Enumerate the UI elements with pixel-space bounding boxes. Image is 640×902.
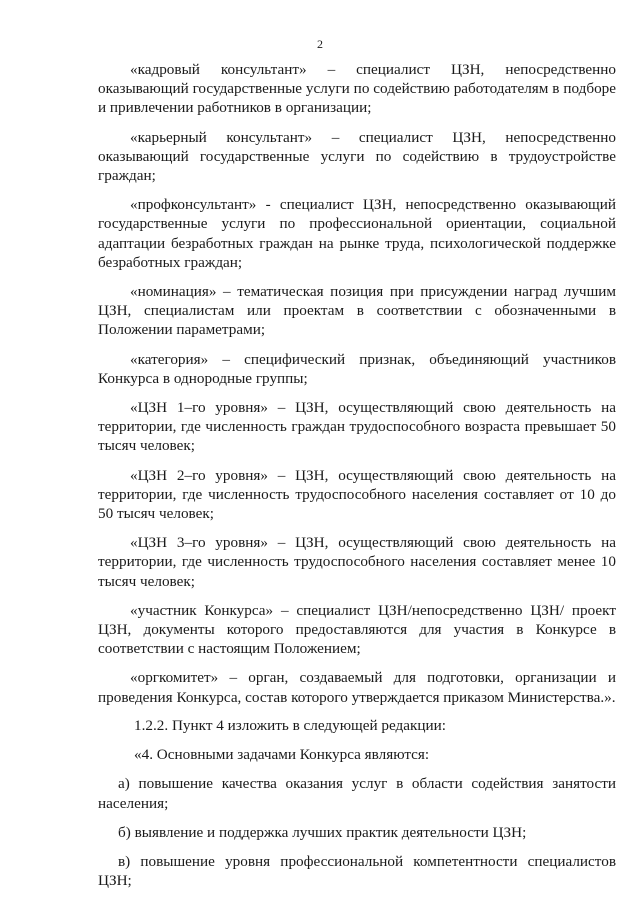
task-item: а) повышение качества оказания услуг в области содействия занятости населения; <box>98 775 616 812</box>
task-item: в) повышение уровня профессиональной компетентности специалистов ЦЗН; <box>98 852 616 890</box>
definition-career-counselor: «профконсультант» - специалист ЦЗН, непосредственно оказывающий государственные услуги по профессиональной ориентации, социальной адаптации безработных граждан на рынке труда, психологической поддержке безработных граждан; <box>98 196 616 271</box>
definition-organizing-committee: «оргкомитет» – орган, создаваемый для подготовки, организации и проведения Конкурса, состав которого утверждается приказом Министерства.». <box>98 669 616 706</box>
definition-czn-level-1: «ЦЗН 1–го уровня» – ЦЗН, осуществляющий свою деятельность на территории, где численность граждан трудоспособного возраста превышает 50 тысяч человек; <box>98 399 616 455</box>
definition-category: «категория» – специфический признак, объединяющий участников Конкурса в однородные группы; <box>98 350 616 387</box>
definition-czn-level-3: «ЦЗН 3–го уровня» – ЦЗН, осуществляющий свою деятельность на территории, где численность трудоспособного населения составляет менее 10 тысяч человек; <box>98 534 616 590</box>
task-item: б) выявление и поддержка лучших практик деятельности ЦЗН; <box>118 823 527 841</box>
tasks-intro: «4. Основными задачами Конкурса являются: <box>134 746 430 764</box>
definition-nomination: «номинация» – тематическая позиция при присуждении наград лучшим ЦЗН, специалистам или проектам в соответствии с обозначенными в Положении параметрами; <box>98 283 616 339</box>
definition-career-consultant: «карьерный консультант» – специалист ЦЗН, непосредственно оказывающий государственные услуги по содействию в трудоустройстве граждан; <box>98 128 616 185</box>
page-number: 2 <box>317 37 323 51</box>
definition-czn-level-2: «ЦЗН 2–го уровня» – ЦЗН, осуществляющий свою деятельность на территории, где численность трудоспособного населения составляет от 10 до 50 тысяч человек; <box>98 466 616 523</box>
clause-heading: 1.2.2. Пункт 4 изложить в следующей редакции: <box>134 716 447 734</box>
definition-contest-participant: «участник Конкурса» – специалист ЦЗН/непосредственно ЦЗН/ проект ЦЗН, документы которого предоставляются для участия в Конкурсе в соответствии с настоящим Положением; <box>98 601 616 658</box>
definition-hr-consultant: «кадровый консультант» – специалист ЦЗН, непосредственно оказывающий государственные услуги по содействию работодателям в подборе и привлечении работников в организации; <box>98 61 616 117</box>
document-body <box>98 60 616 900</box>
